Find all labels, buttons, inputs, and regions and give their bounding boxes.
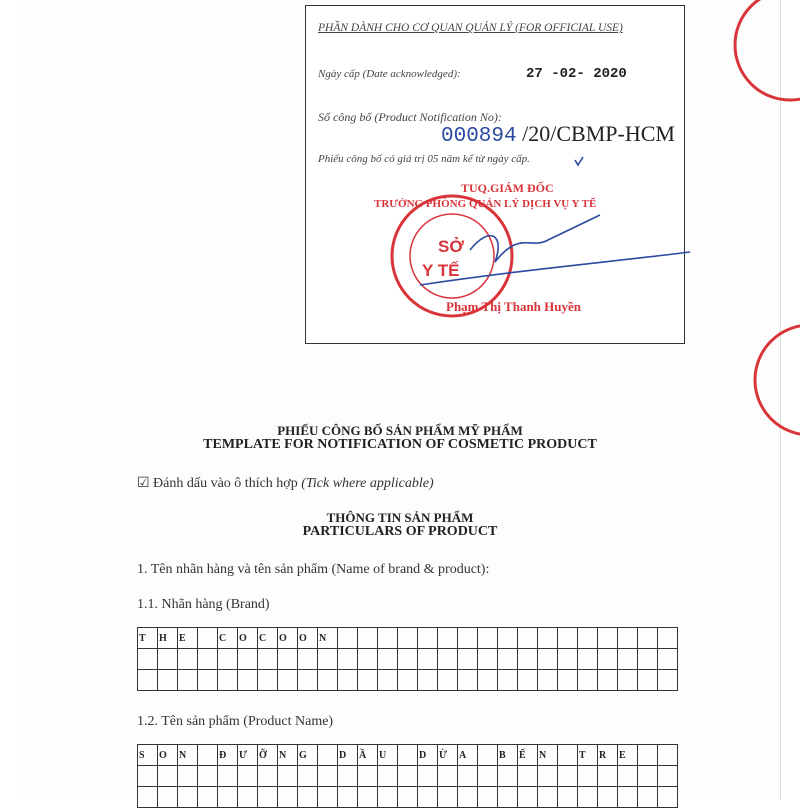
grid-cell[interactable] [558,628,578,649]
grid-cell[interactable]: N [318,628,338,649]
grid-cell[interactable] [658,649,678,670]
date-label: Ngày cấp (Date acknowledged): [318,68,461,80]
grid-cell[interactable]: O [298,628,318,649]
grid-cell[interactable] [398,787,418,808]
grid-cell[interactable] [178,766,198,787]
grid-cell[interactable] [458,670,478,691]
grid-cell[interactable] [538,628,558,649]
grid-cell[interactable] [318,649,338,670]
grid-cell[interactable] [278,670,298,691]
grid-cell[interactable] [398,766,418,787]
grid-cell[interactable] [538,766,558,787]
grid-cell[interactable] [458,649,478,670]
grid-cell[interactable] [498,787,518,808]
grid-cell[interactable] [338,787,358,808]
grid-cell[interactable] [658,628,678,649]
notification-number [441,121,675,148]
grid-cell[interactable]: Ỡ [258,745,278,766]
grid-cell[interactable] [458,628,478,649]
grid-cell[interactable] [158,649,178,670]
grid-cell[interactable] [518,787,538,808]
date-value: 27 -02- 2020 [526,66,627,82]
grid-cell[interactable] [158,670,178,691]
grid-cell[interactable] [578,649,598,670]
grid-cell[interactable] [258,649,278,670]
grid-cell[interactable] [138,787,158,808]
grid-cell[interactable] [378,628,398,649]
brand-grid[interactable] [137,627,678,691]
grid-cell[interactable] [438,670,458,691]
grid-cell[interactable] [578,766,598,787]
grid-cell[interactable] [598,787,618,808]
grid-cell[interactable] [138,766,158,787]
grid-cell[interactable] [558,649,578,670]
title-en: TEMPLATE FOR NOTIFICATION OF COSMETIC PRODUCT [203,437,597,452]
grid-cell[interactable] [278,766,298,787]
grid-cell[interactable]: G [298,745,318,766]
grid-cell[interactable] [278,649,298,670]
grid-cell[interactable] [218,670,238,691]
grid-cell[interactable] [638,670,658,691]
signer-name: Phạm Thị Thanh Huyền [446,299,581,314]
grid-cell[interactable]: C [258,628,278,649]
grid-cell[interactable]: O [278,628,298,649]
question-1-2: 1.2. Tên sản phẩm (Product Name) [137,714,334,729]
question-1: 1. Tên nhãn hàng và tên sản phẩm (Name of brand & product): [137,562,490,577]
grid-cell[interactable] [398,745,418,766]
grid-cell[interactable] [438,628,458,649]
grid-cell[interactable] [198,628,218,649]
grid-cell[interactable] [618,628,638,649]
grid-cell[interactable] [178,649,198,670]
grid-cell[interactable] [338,670,358,691]
grid-cell[interactable]: O [238,628,258,649]
title-vi: PHIẾU CÔNG BỐ SẢN PHẨM MỸ PHẨM [277,423,523,438]
grid-cell[interactable] [298,787,318,808]
grid-cell[interactable] [598,766,618,787]
validity-note: Phiếu công bố có giá trị 05 năm kể từ ngày cấp. [318,153,530,165]
grid-cell[interactable] [278,787,298,808]
grid-cell[interactable] [218,649,238,670]
grid-cell[interactable] [158,787,178,808]
signer-title-2: TRƯỞNG PHÒNG QUẢN LÝ DỊCH VỤ Y TẾ [374,198,597,210]
grid-cell[interactable] [358,649,378,670]
grid-cell[interactable] [398,649,418,670]
grid-cell[interactable] [138,670,158,691]
grid-cell[interactable]: U [378,745,398,766]
grid-cell[interactable] [378,649,398,670]
grid-cell[interactable] [318,766,338,787]
grid-cell[interactable] [438,787,458,808]
grid-cell[interactable] [618,787,638,808]
grid-cell[interactable] [438,649,458,670]
grid-cell[interactable] [618,649,638,670]
grid-cell[interactable] [218,766,238,787]
grid-cell[interactable]: Đ [218,745,238,766]
grid-cell[interactable] [318,787,338,808]
grid-cell[interactable] [518,649,538,670]
grid-cell[interactable] [198,649,218,670]
grid-cell[interactable] [558,787,578,808]
notification-label: Số công bố (Product Notification No): [318,110,502,124]
grid-cell[interactable] [418,628,438,649]
grid-cell[interactable] [498,670,518,691]
grid-cell[interactable] [258,670,278,691]
grid-cell[interactable]: N [178,745,198,766]
grid-cell[interactable]: Ế [518,745,538,766]
svg-text:Y TẾ: Y TẾ [422,261,460,280]
grid-cell[interactable]: T [138,628,158,649]
grid-cell[interactable] [398,670,418,691]
grid-cell[interactable] [478,670,498,691]
grid-cell[interactable] [618,670,638,691]
grid-cell[interactable] [418,766,438,787]
grid-cell[interactable] [498,766,518,787]
question-1-1: 1.1. Nhãn hàng (Brand) [137,597,270,612]
grid-cell[interactable] [498,628,518,649]
grid-cell[interactable] [318,745,338,766]
grid-cell[interactable] [638,787,658,808]
grid-cell[interactable] [658,766,678,787]
grid-cell[interactable] [138,649,158,670]
tick-note-en: (Tick where applicable) [301,476,434,491]
grid-cell[interactable] [238,766,258,787]
official-use-box [305,5,685,344]
grid-cell[interactable] [558,670,578,691]
grid-cell[interactable] [518,628,538,649]
grid-cell[interactable] [178,670,198,691]
grid-cell[interactable] [478,649,498,670]
grid-cell[interactable] [418,670,438,691]
signer-title-1: TUQ.GIÁM ĐỐC [461,181,554,195]
grid-cell[interactable] [638,628,658,649]
grid-cell[interactable] [538,787,558,808]
grid-cell[interactable]: Ừ [438,745,458,766]
grid-cell[interactable] [298,670,318,691]
grid-cell[interactable] [418,649,438,670]
grid-cell[interactable]: A [458,745,478,766]
grid-cell[interactable] [178,787,198,808]
grid-cell[interactable]: O [158,745,178,766]
grid-cell[interactable] [658,787,678,808]
grid-cell[interactable]: E [178,628,198,649]
grid-cell[interactable]: N [278,745,298,766]
grid-cell[interactable] [158,766,178,787]
grid-cell[interactable] [478,766,498,787]
grid-cell[interactable] [598,649,618,670]
grid-cell[interactable]: E [618,745,638,766]
grid-cell[interactable] [578,628,598,649]
grid-cell[interactable] [478,745,498,766]
grid-cell[interactable] [198,766,218,787]
grid-cell[interactable] [538,649,558,670]
notification-number-stamp: 000894 [441,125,517,148]
grid-cell[interactable] [298,649,318,670]
grid-cell[interactable] [398,628,418,649]
grid-cell[interactable] [238,787,258,808]
section-vi: THÔNG TIN SẢN PHẨM [326,510,474,525]
grid-cell[interactable] [358,766,378,787]
grid-cell[interactable] [198,745,218,766]
grid-cell[interactable] [458,787,478,808]
grid-cell[interactable]: T [578,745,598,766]
grid-cell[interactable] [558,766,578,787]
grid-cell[interactable] [318,670,338,691]
grid-cell[interactable] [498,649,518,670]
grid-cell[interactable] [358,628,378,649]
notification-suffix: /20/CBMP-HCM [522,121,675,146]
grid-cell[interactable] [218,787,238,808]
grid-cell[interactable] [338,649,358,670]
grid-cell[interactable] [198,670,218,691]
grid-cell[interactable] [358,670,378,691]
grid-cell[interactable] [658,670,678,691]
official-header: PHẦN DÀNH CHO CƠ QUAN QUẢN LÝ (FOR OFFICIAL USE) [318,22,623,34]
grid-cell[interactable] [378,766,398,787]
product-name-grid[interactable] [137,744,678,808]
grid-cell[interactable] [638,649,658,670]
grid-cell[interactable]: N [538,745,558,766]
grid-cell[interactable]: C [218,628,238,649]
grid-cell[interactable] [338,628,358,649]
grid-cell[interactable] [438,766,458,787]
grid-cell[interactable] [458,766,478,787]
grid-cell[interactable] [478,628,498,649]
grid-cell[interactable] [258,766,278,787]
grid-cell[interactable] [518,766,538,787]
grid-cell[interactable]: D [418,745,438,766]
grid-cell[interactable] [418,787,438,808]
grid-cell[interactable]: D [338,745,358,766]
grid-cell[interactable]: B [498,745,518,766]
section-en: PARTICULARS OF PRODUCT [302,524,498,539]
grid-cell[interactable]: H [158,628,178,649]
grid-cell[interactable] [198,787,218,808]
grid-cell[interactable]: S [138,745,158,766]
grid-cell[interactable] [378,670,398,691]
grid-cell[interactable] [578,787,598,808]
grid-cell[interactable]: Ư [238,745,258,766]
grid-cell[interactable] [558,745,578,766]
grid-cell[interactable] [658,745,678,766]
grid-cell[interactable] [358,787,378,808]
grid-cell[interactable] [598,670,618,691]
tick-note [137,475,434,492]
grid-cell[interactable] [598,628,618,649]
grid-cell[interactable] [238,670,258,691]
grid-cell[interactable] [238,649,258,670]
grid-cell[interactable] [618,766,638,787]
grid-cell[interactable] [378,787,398,808]
grid-cell[interactable]: R [598,745,618,766]
grid-cell[interactable] [578,670,598,691]
grid-cell[interactable] [258,787,278,808]
grid-cell[interactable] [518,670,538,691]
grid-cell[interactable] [638,766,658,787]
grid-cell[interactable]: Ầ [358,745,378,766]
grid-cell[interactable] [478,787,498,808]
grid-cell[interactable] [638,745,658,766]
grid-cell[interactable] [298,766,318,787]
grid-cell[interactable] [538,670,558,691]
tick-note-vi: ☑ Đánh dấu vào ô thích hợp [137,476,298,491]
svg-text:SỞ: SỞ [438,237,464,256]
grid-cell[interactable] [338,766,358,787]
